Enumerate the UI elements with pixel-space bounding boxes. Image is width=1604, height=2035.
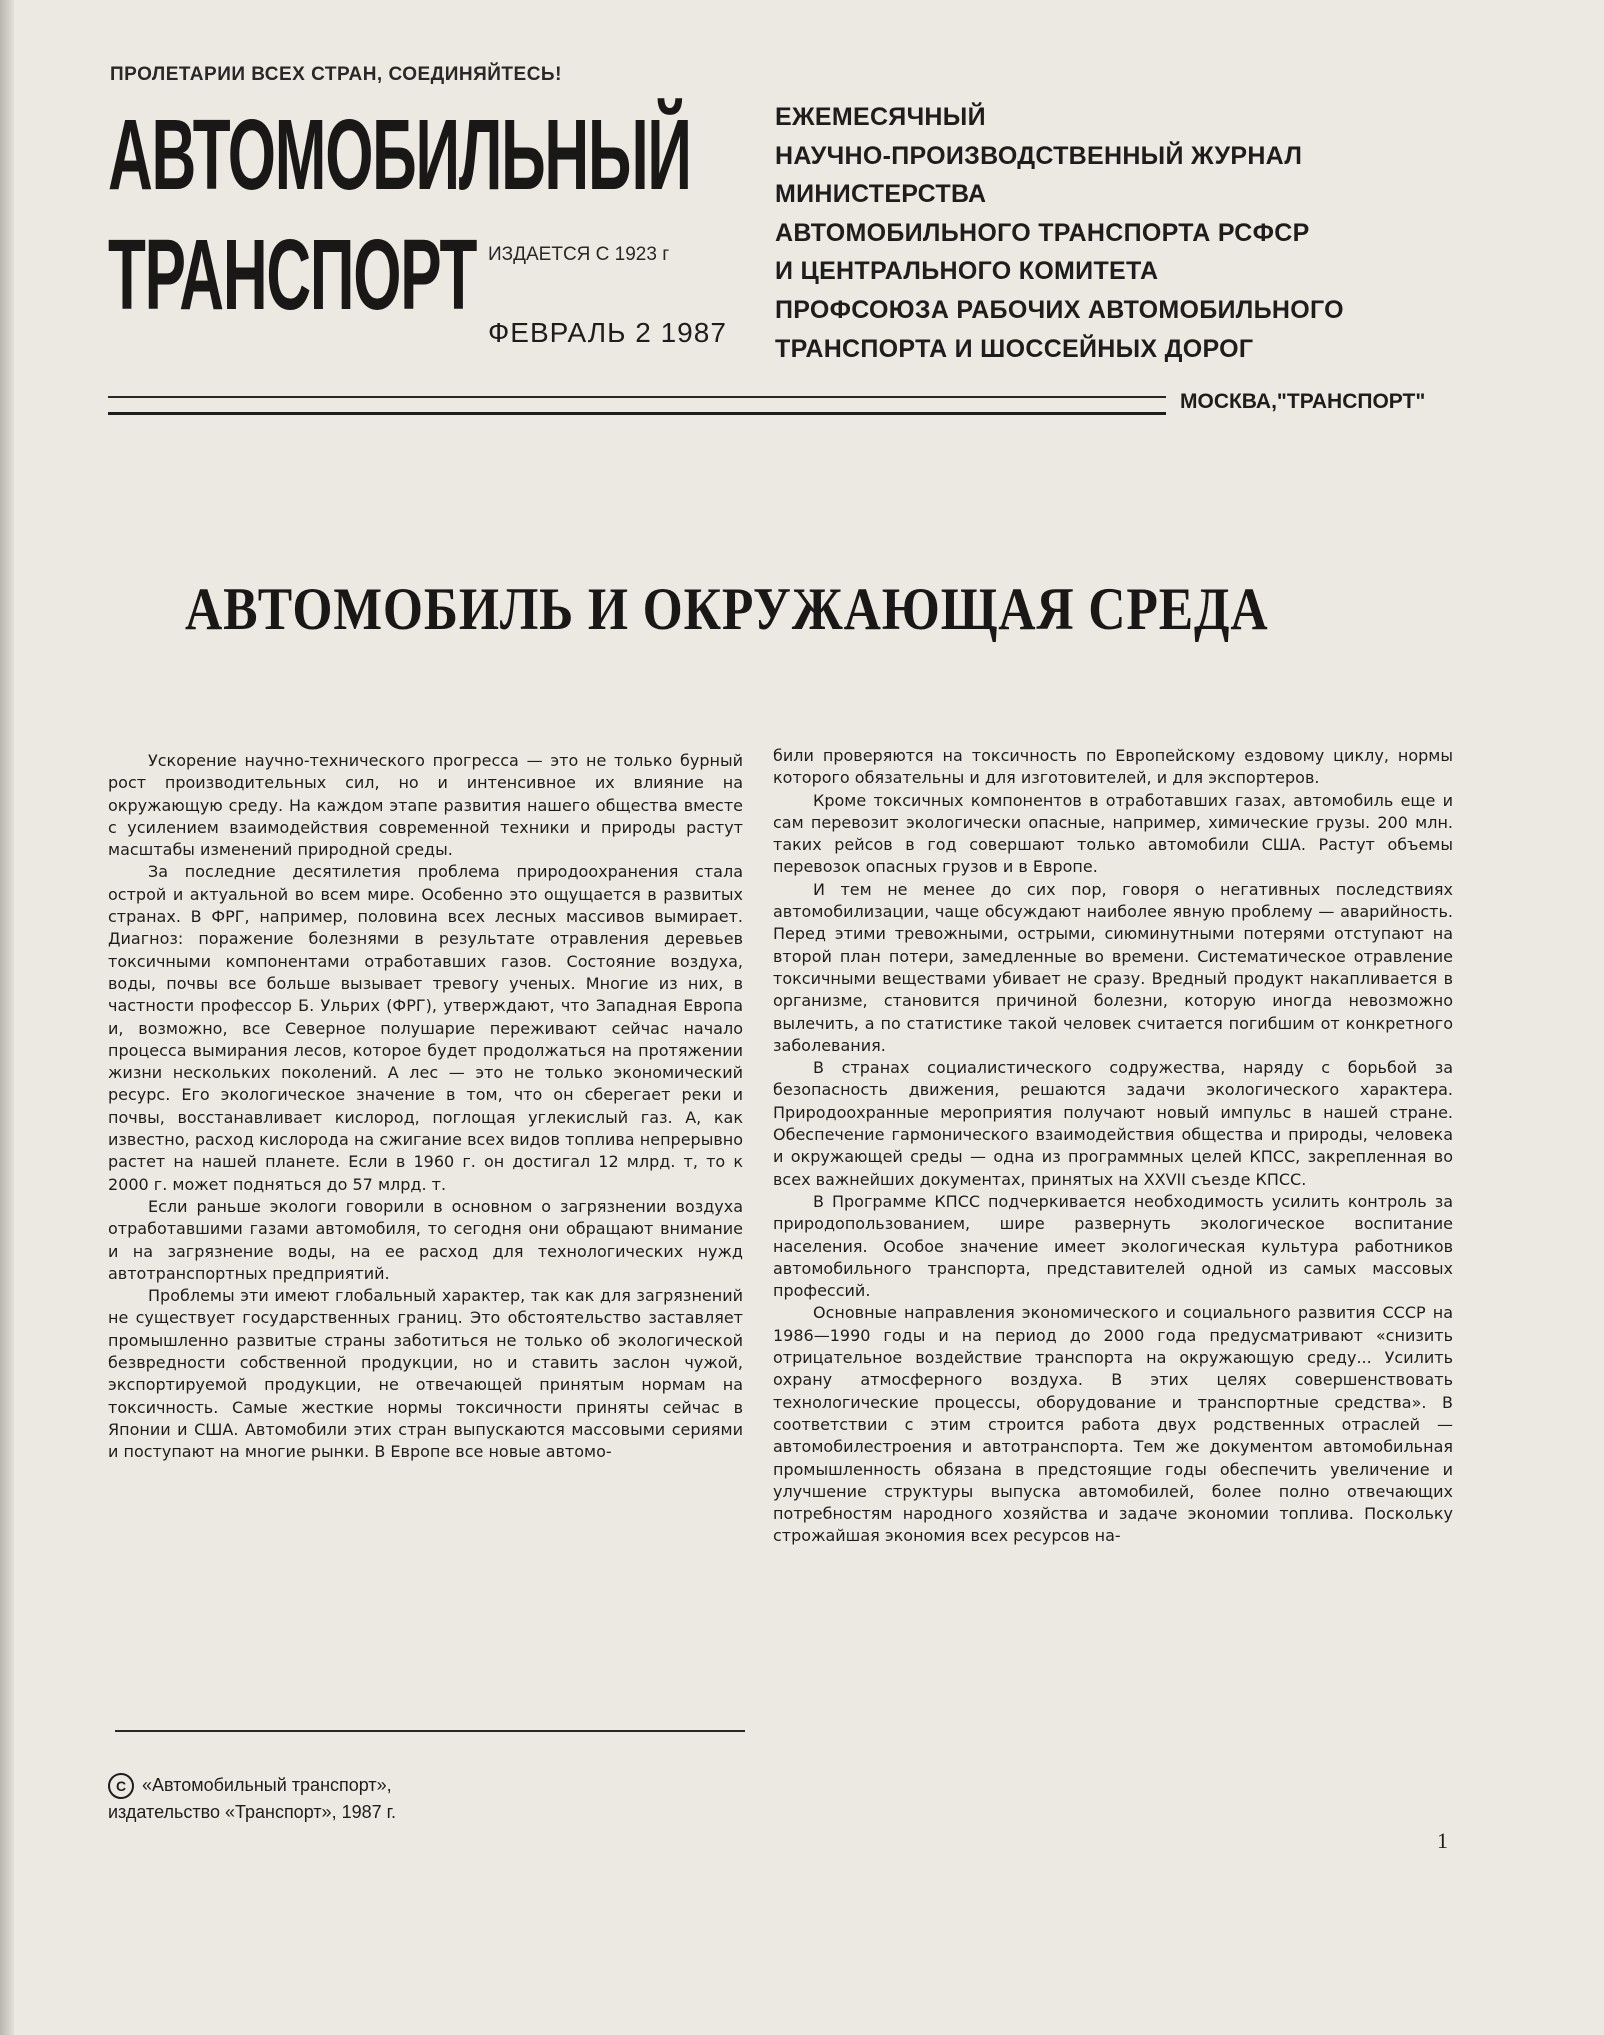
paragraph: За последние десятилетия проблема природоохранения стала острой и актуальной во всем мире. Особенно это ощущается в развитых странах. В ФРГ, например, половина всех лесных массивов вымирает. Диагноз: поражение болезнями в результате отравления деревьев токсичными компонентами отработавших газов. Состояние воздуха, воды, почвы все больше вызывает тревогу ученых. Многие из них, в частности профессор Б. Ульрих (ФРГ), утверждают, что Западная Европа и, возможно, все Северное полушарие переживают сейчас начало процесса вымирания лесов, которое будет продолжаться на протяжении жизни нескольких поколений. А лес — это не только экономический ресурс. Его экологическое значение в том, что он сберегает реки и почвы, восстанавливает кислород, поглощая углекислый газ. А, как известно, расход кислорода на сжигание всех видов топлива непрерывно растет на нашей планете. Если в 1960 г. он достигал 12 млрд. т, то к 2000 г. может подняться до 57 млрд. т.: [108, 862, 743, 1194]
paragraph: Проблемы эти имеют глобальный характер, так как для загрязнений не существует государственных границ. Это обстоятельство заставляет промышленно развитые страны заботиться не только об экологической безвредности собственной продукции, но и ставить заслон чужой, экспортируемой продукции, не отвечающей принятым нормам на токсичность. Самые жесткие нормы токсичности приняты сейчас в Японии и США. Автомобили этих стран выпускаются массовыми сериями и поступают на многие рынки. В Европе все новые автомо-: [108, 1286, 743, 1462]
journal-description: [775, 98, 1475, 368]
paragraph: В Программе КПСС подчеркивается необходимость усилить контроль за природопользованием, шире развернуть экологическое воспитание населения. Особое значение имеет экологическая культура работников автомобильного транспорта, представителей одной из самых массовых профессий.: [773, 1191, 1453, 1301]
description-line: НАУЧНО-ПРОИЗВОДСТВЕННЫЙ ЖУРНАЛ: [775, 141, 1303, 170]
issue-date: ФЕВРАЛЬ 2 1987: [488, 317, 727, 348]
description-line: ТРАНСПОРТА И ШОССЕЙНЫХ ДОРОГ: [775, 334, 1254, 363]
description-line: ПРОФСОЮЗА РАБОЧИХ АВТОМОБИЛЬНОГО: [775, 295, 1344, 324]
description-line: ЕЖЕМЕСЯЧНЫЙ: [775, 103, 986, 131]
paragraph: Кроме токсичных компонентов в отработавших газах, автомобиль еще и сам перевозит экологически опасные, например, химические грузы. 200 млн. таких рейсов в год совершают только автомобили США. Растут объемы перевозок опасных грузов и в Европе.: [773, 790, 1453, 877]
copyright-icon: C: [108, 1773, 134, 1799]
description-line: АВТОМОБИЛЬНОГО ТРАНСПОРТА РСФСР: [775, 218, 1310, 247]
masthead-title-line1: АВТОМОБИЛЬНЫЙ: [108, 99, 691, 211]
copyright-line: [108, 1772, 396, 1799]
motto: ПРОЛЕТАРИИ ВСЕХ СТРАН, СОЕДИНЯЙТЕСЬ!: [110, 64, 562, 85]
copyright-line: издательство «Транспорт», 1987 г.: [108, 1802, 396, 1823]
copyright-text: «Автомобильный транспорт»,: [142, 1775, 392, 1795]
header-rule-thick: [108, 412, 1166, 415]
copyright-notice: [108, 1772, 396, 1825]
header-rule-thin: [108, 396, 1166, 398]
description-line: МИНИСТЕРСТВА: [775, 180, 987, 209]
paragraph: Если раньше экологи говорили в основном о загрязнении воздуха отработавшими газами автомобиля, то сегодня они обращают внимание и на загрязнение воды, на ее расход для технологических нужд автотранспортных предприятий.: [108, 1196, 743, 1283]
published-since: ИЗДАЕТСЯ С 1923 г: [488, 244, 670, 265]
paragraph: В странах социалистического содружества, наряду с борьбой за безопасность движения, решаются задачи экологического характера. Природоохранные мероприятия получают новый импульс в нашей стране. Обеспечение гармонического взаимодействия общества и природы, человека и окружающей среды — одна из программных целей КПСС, закрепленная во всех важнейших документах, принятых на XXVII съезде КПСС.: [773, 1058, 1453, 1189]
masthead-title-line2: ТРАНСПОРТ: [108, 219, 477, 331]
page-edge: [0, 0, 14, 2035]
page-number: 1: [1437, 1828, 1448, 1853]
publisher-place: МОСКВА,"ТРАНСПОРТ": [1180, 390, 1426, 413]
article-column-left: [108, 750, 743, 1464]
paragraph: Ускорение научно-технического прогресса — это не только бурный рост производительных сил, но и интенсивное их влияние на окружающую среду. На каждом этапе развития нашего общества вместе с усилением взаимодействия современной техники и природы растут масштабы изменений природной среды.: [108, 751, 743, 860]
paragraph-continued: били проверяются на токсичность по Европейскому ездовому циклу, нормы которого обязательны и для изготовителей, и для экспортеров.: [773, 746, 1453, 788]
article-headline: АВТОМОБИЛЬ И ОКРУЖАЮЩАЯ СРЕДА: [185, 576, 1269, 642]
description-line: И ЦЕНТРАЛЬНОГО КОМИТЕТА: [775, 257, 1159, 286]
footer-rule: [115, 1730, 745, 1732]
paragraph: Основные направления экономического и социального развития СССР на 1986—1990 годы и на период до 2000 года предусматривают «снизить отрицательное воздействие транспорта на окружающую среду... Усилить охрану атмосферного воздуха. В этих целях совершенствовать технологические процессы, оборудование и транспортные средства». В соответствии с этим строится работа двух родственных отраслей — автомобилестроения и автотранспорта. Тем же документом автомобильная промышленность обязана в предстоящие годы обеспечить увеличение и улучшение структуры выпуска автомобилей, более полно отвечающих потребностям народного хозяйства и задаче экономии топлива. Поскольку строжайшая экономия всех ресурсов на-: [773, 1303, 1453, 1546]
paragraph: И тем не менее до сих пор, говоря о негативных последствиях автомобилизации, чаще обсуждают наиболее явную проблему — аварийность. Перед этими тревожными, острыми, сиюминутными потерями отступают на второй план потери, замедленные во времени. Систематическое отравление токсичными веществами убивает не сразу. Вредный продукт накапливается в организме, становится причиной болезни, которую иногда невозможно вылечить, а по статистике такой человек считается погибшим от конкретного заболевания.: [773, 879, 1453, 1055]
article-column-right: [773, 745, 1453, 1548]
